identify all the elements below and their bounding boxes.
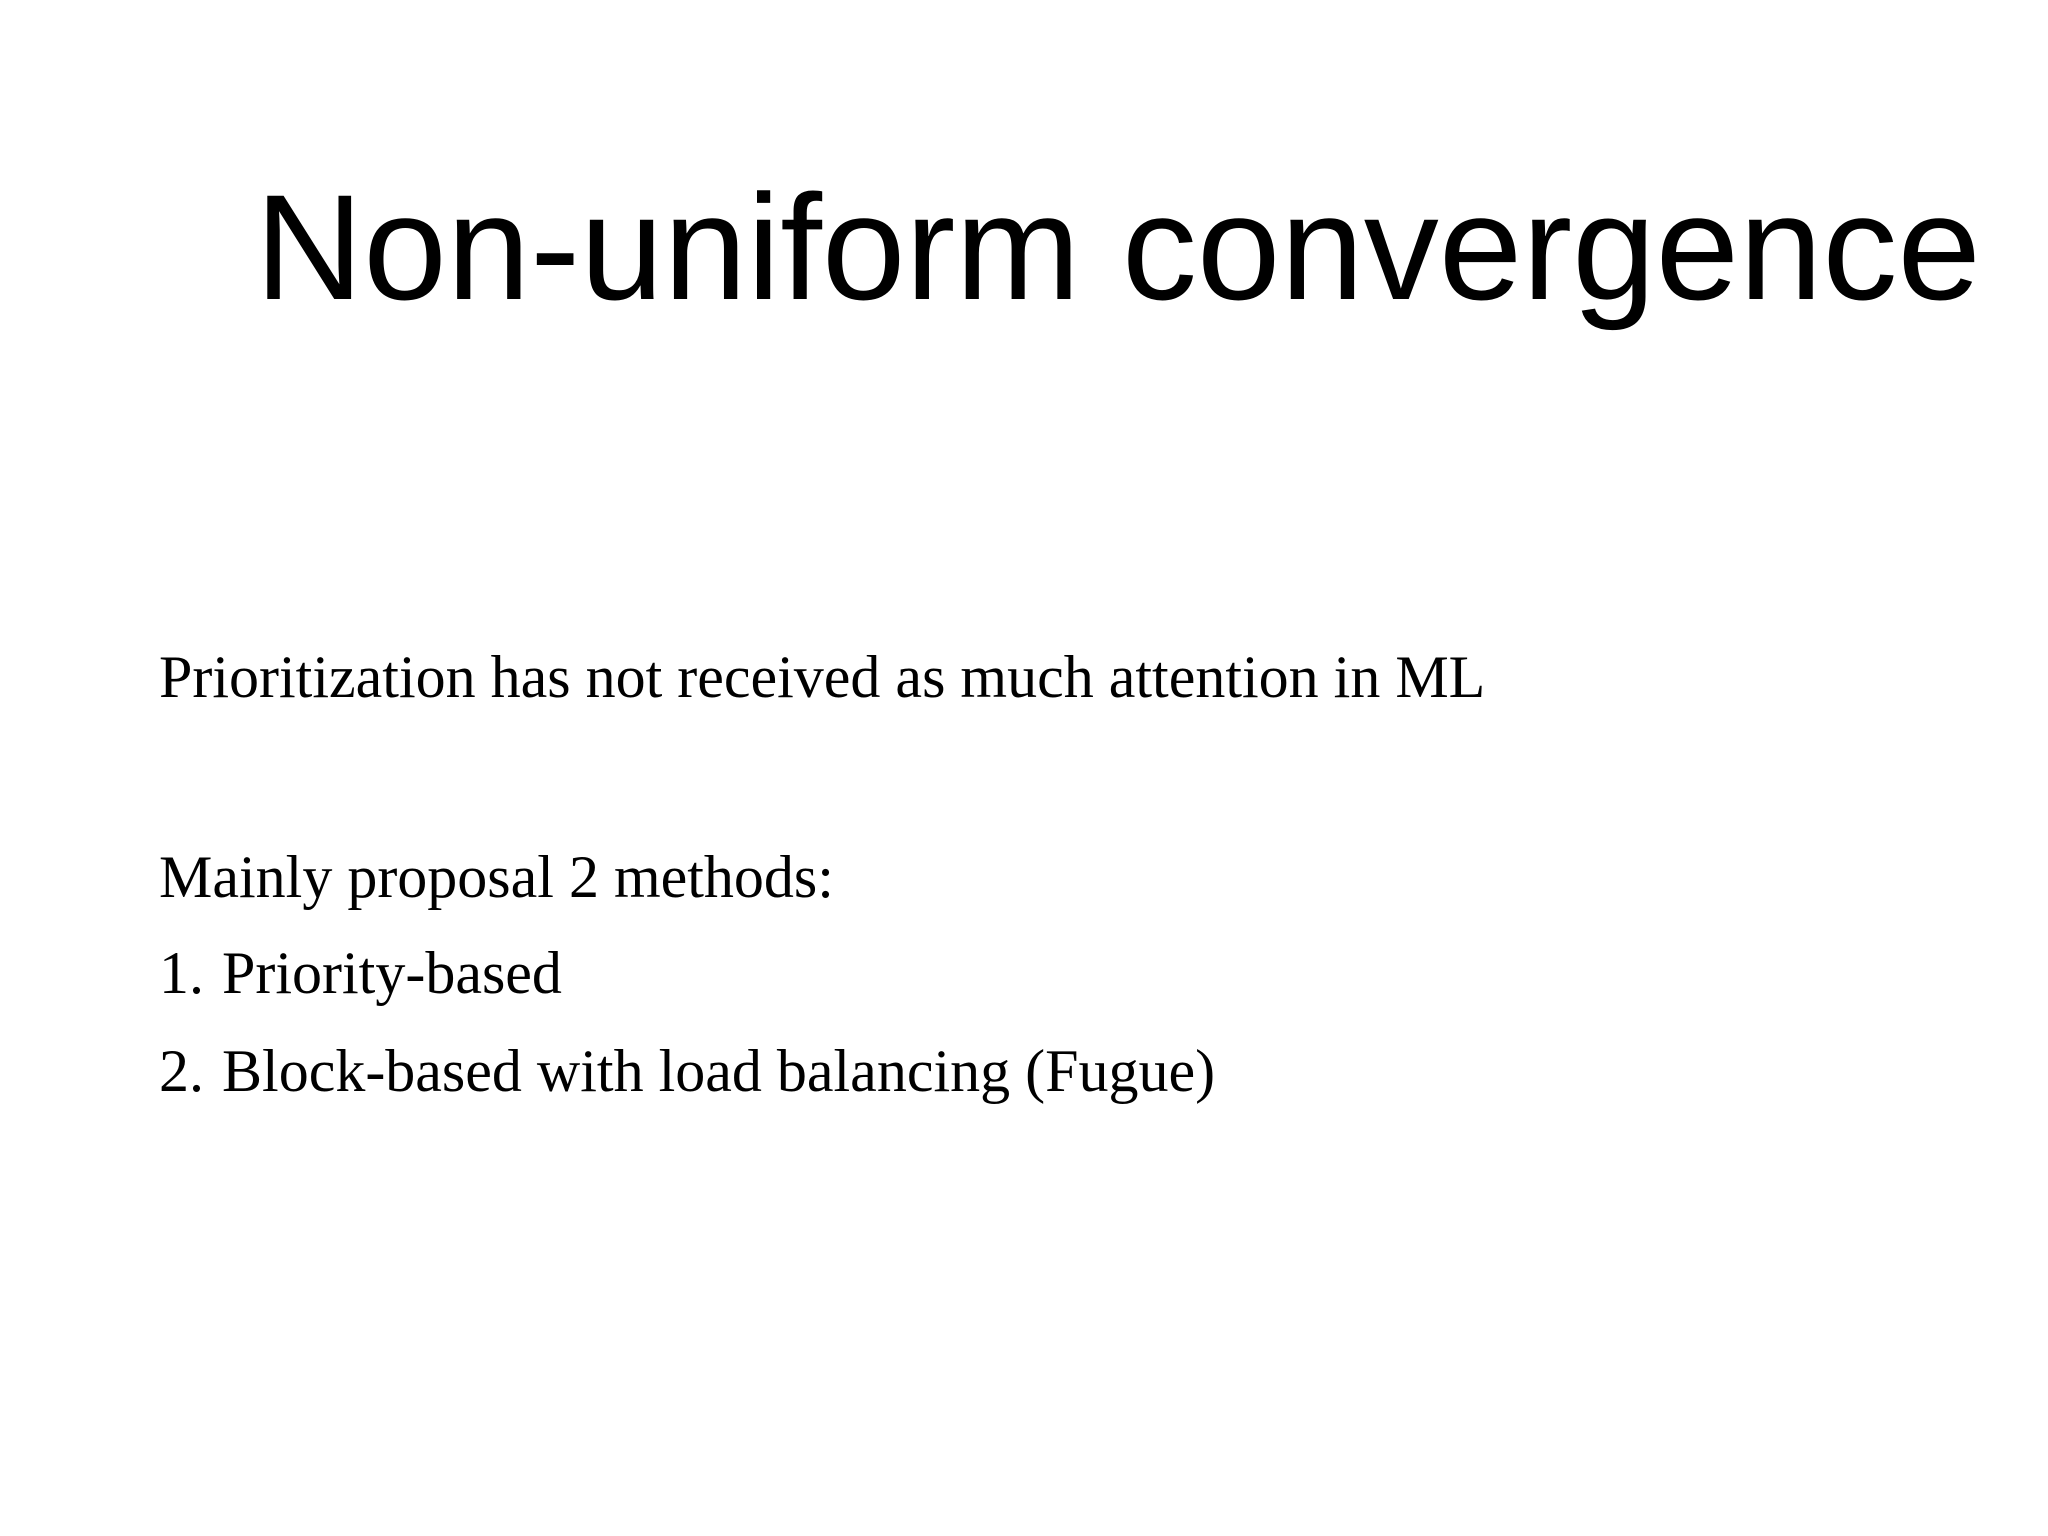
methods-list (159, 938, 1215, 1134)
body-paragraph-methods: Mainly proposal 2 methods: (159, 844, 834, 910)
slide-title: Non-uniform convergence (255, 163, 1981, 331)
list-item-text: Priority-based (222, 940, 562, 1006)
list-item-number: 1. (159, 940, 204, 1006)
list-item-number: 2. (159, 1038, 204, 1104)
list-item-text: Block-based with load balancing (Fugue) (222, 1038, 1216, 1104)
body-paragraph-prioritization: Prioritization has not received as much attention in ML (159, 644, 1486, 710)
list-item (159, 938, 1215, 1036)
list-item (159, 1036, 1215, 1134)
